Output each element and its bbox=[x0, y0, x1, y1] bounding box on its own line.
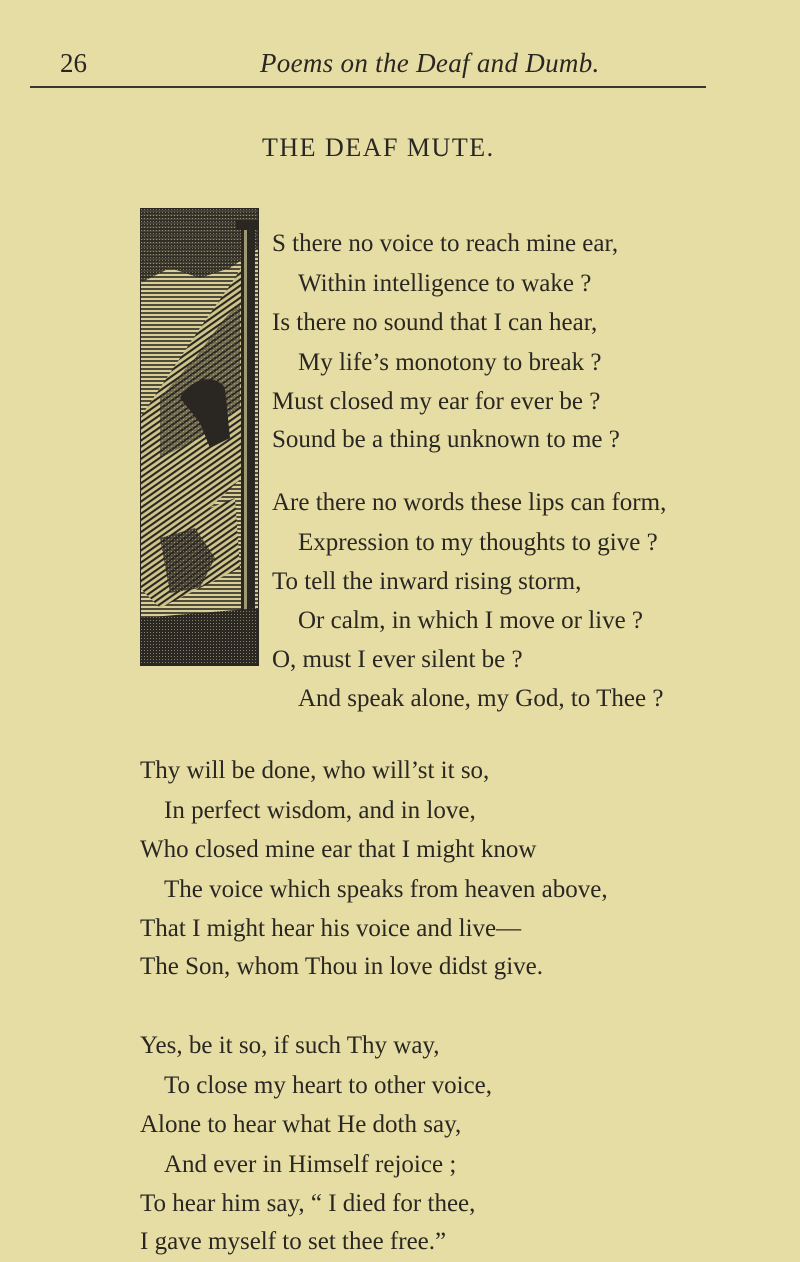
poem-line: Thy will be done, who will’st it so, bbox=[140, 757, 490, 784]
poem-line: Sound be a thing unknown to me ? bbox=[272, 426, 620, 453]
poem-line: The Son, whom Thou in love didst give. bbox=[140, 953, 543, 980]
poem-line: To close my heart to other voice, bbox=[164, 1072, 493, 1099]
poem-line: Yes, be it so, if such Thy way, bbox=[140, 1032, 440, 1059]
page-number: 26 bbox=[60, 48, 87, 78]
poem-line: O, must I ever silent be ? bbox=[272, 646, 523, 673]
header-rule bbox=[30, 86, 706, 88]
poem-line: To tell the inward rising storm, bbox=[272, 568, 582, 595]
poem-line: The voice which speaks from heaven above, bbox=[164, 876, 608, 903]
poem-line: Within intelligence to wake ? bbox=[298, 270, 592, 297]
poem-line: In perfect wisdom, and in love, bbox=[164, 797, 476, 824]
running-title: Poems on the Deaf and Dumb. bbox=[260, 48, 600, 78]
running-head bbox=[30, 46, 770, 86]
poem-line: That I might hear his voice and live— bbox=[140, 915, 522, 942]
poem-line: Expression to my thoughts to give ? bbox=[298, 529, 658, 556]
poem-line: Alone to hear what He doth say, bbox=[140, 1111, 462, 1138]
poem-line: To hear him say, “ I died for thee, bbox=[140, 1190, 476, 1217]
poem-line: And speak alone, my God, to Thee ? bbox=[298, 685, 664, 712]
poem-line: I gave myself to set thee free.” bbox=[140, 1228, 447, 1255]
poem-line: And ever in Himself rejoice ; bbox=[164, 1151, 457, 1178]
poem-line: Or calm, in which I move or live ? bbox=[298, 607, 644, 634]
poem-line: Is there no sound that I can hear, bbox=[272, 309, 598, 336]
poem-line: Must closed my ear for ever be ? bbox=[272, 388, 601, 415]
poem-title: THE DEAF MUTE. bbox=[262, 133, 495, 162]
poem-line: My life’s monotony to break ? bbox=[298, 349, 602, 376]
poem-line: S there no voice to reach mine ear, bbox=[272, 230, 619, 257]
poem-line: Who closed mine ear that I might know bbox=[140, 836, 537, 863]
poem-line: Are there no words these lips can form, bbox=[272, 489, 667, 516]
decorated-initial-I-woodcut-icon bbox=[140, 208, 259, 666]
